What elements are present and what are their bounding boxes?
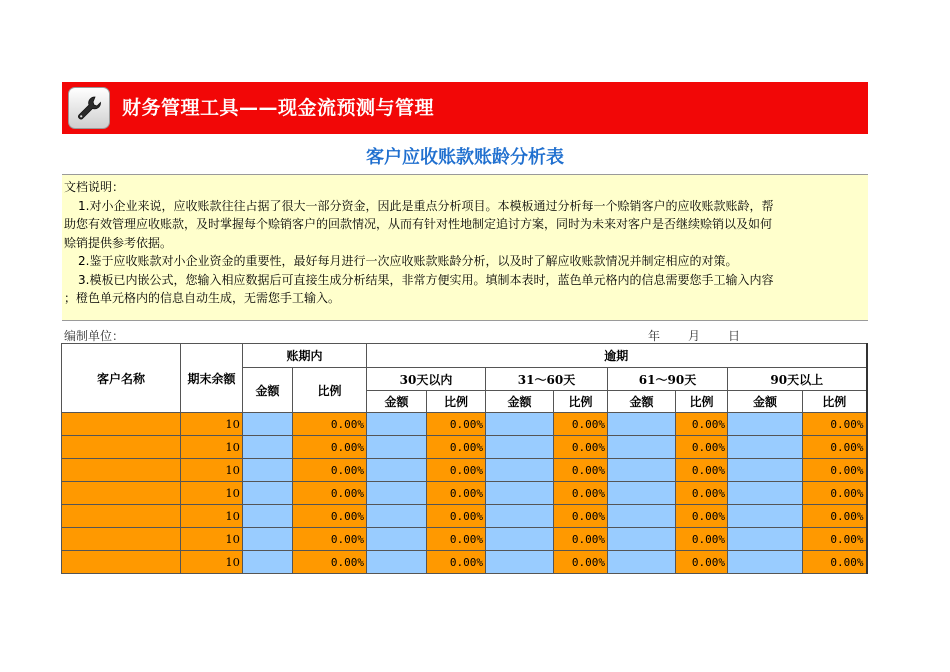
- amount-input-cell[interactable]: [367, 413, 427, 436]
- amount-input-cell[interactable]: [608, 459, 676, 482]
- ratio-cell: 0.00%: [293, 505, 367, 528]
- header-ratio: 比例: [676, 391, 728, 413]
- amount-input-cell[interactable]: [728, 482, 803, 505]
- ratio-cell: 0.00%: [427, 551, 486, 574]
- header-ratio: 比例: [293, 368, 367, 413]
- ratio-cell: 0.00%: [803, 551, 867, 574]
- header-amount: 金额: [486, 391, 554, 413]
- amount-input-cell[interactable]: [608, 505, 676, 528]
- header-customer-name: 客户名称: [62, 344, 181, 413]
- ratio-cell: 0.00%: [676, 528, 728, 551]
- ratio-cell: 0.00%: [803, 436, 867, 459]
- ratio-cell: 0.00%: [803, 459, 867, 482]
- amount-input-cell[interactable]: [367, 482, 427, 505]
- ratio-cell: 0.00%: [293, 436, 367, 459]
- header-bucket-61-90: 61～90天: [608, 368, 728, 391]
- ratio-cell: 0.00%: [554, 459, 608, 482]
- ratio-cell: 0.00%: [554, 551, 608, 574]
- header-within-term: 账期内: [243, 344, 367, 368]
- ratio-cell: 0.00%: [676, 551, 728, 574]
- ratio-cell: 0.00%: [293, 413, 367, 436]
- amount-input-cell[interactable]: [486, 413, 554, 436]
- ending-balance-cell: 10: [181, 459, 243, 482]
- ratio-cell: 0.00%: [554, 528, 608, 551]
- amount-input-cell[interactable]: [608, 528, 676, 551]
- amount-input-cell[interactable]: [486, 528, 554, 551]
- amount-input-cell[interactable]: [243, 436, 293, 459]
- header-overdue: 逾期: [367, 344, 867, 368]
- ratio-cell: 0.00%: [293, 551, 367, 574]
- ratio-cell: 0.00%: [676, 505, 728, 528]
- description-box: [62, 174, 868, 321]
- ratio-cell: 0.00%: [803, 413, 867, 436]
- amount-input-cell[interactable]: [367, 551, 427, 574]
- amount-input-cell[interactable]: [486, 459, 554, 482]
- amount-input-cell[interactable]: [367, 459, 427, 482]
- amount-input-cell[interactable]: [243, 459, 293, 482]
- customer-name-cell: [62, 436, 181, 459]
- amount-input-cell[interactable]: [728, 551, 803, 574]
- customer-name-cell: [62, 505, 181, 528]
- amount-input-cell[interactable]: [728, 459, 803, 482]
- header-amount: 金额: [243, 368, 293, 413]
- customer-name-cell: [62, 459, 181, 482]
- amount-input-cell[interactable]: [243, 505, 293, 528]
- amount-input-cell[interactable]: [243, 482, 293, 505]
- description-paragraph-2: 2.鉴于应收账款对小企业资金的重要性，最好每月进行一次应收账款账龄分析，以及时了解应收账款情况并制定相应的对策。: [78, 254, 738, 268]
- date-day-label: 日: [728, 329, 741, 343]
- amount-input-cell[interactable]: [243, 413, 293, 436]
- wrench-icon: [68, 87, 110, 129]
- ratio-cell: 0.00%: [427, 505, 486, 528]
- header-ratio: 比例: [803, 391, 867, 413]
- description-line: 助您有效管理应收账款，及时掌握每个赊销客户的回款情况，从而有针对性地制定追讨方案，同时为未来对客户是否继续赊销以及如何: [64, 217, 773, 231]
- table-row: [62, 482, 867, 505]
- ratio-cell: 0.00%: [676, 436, 728, 459]
- description-paragraph-1: [64, 197, 864, 216]
- ratio-cell: 0.00%: [427, 459, 486, 482]
- amount-input-cell[interactable]: [608, 413, 676, 436]
- amount-input-cell[interactable]: [486, 482, 554, 505]
- table-row: [62, 459, 867, 482]
- ratio-cell: 0.00%: [293, 459, 367, 482]
- header-bucket-90-plus: 90天以上: [728, 368, 867, 391]
- header-ratio: 比例: [554, 391, 608, 413]
- amount-input-cell[interactable]: [486, 551, 554, 574]
- header-bar: [62, 82, 868, 134]
- amount-input-cell[interactable]: [608, 551, 676, 574]
- ratio-cell: 0.00%: [293, 482, 367, 505]
- table-row: [62, 436, 867, 459]
- amount-input-cell[interactable]: [608, 436, 676, 459]
- amount-input-cell[interactable]: [486, 505, 554, 528]
- customer-name-cell: [62, 528, 181, 551]
- date-month-label: 月: [688, 329, 701, 343]
- unit-label: 编制单位：: [64, 329, 125, 343]
- table-row: [62, 413, 867, 436]
- ratio-cell: 0.00%: [554, 505, 608, 528]
- description-line: 1.对小企业来说，应收账款往往占据了很大一部分资金，因此是重点分析项目。本模板通过分析每一个赊销客户的应收账款账龄，帮: [78, 198, 774, 213]
- date-year-label: 年: [648, 329, 661, 343]
- amount-input-cell[interactable]: [486, 436, 554, 459]
- header-ending-balance: 期末余额: [181, 344, 243, 413]
- header-amount: 金额: [728, 391, 803, 413]
- ratio-cell: 0.00%: [427, 482, 486, 505]
- ratio-cell: 0.00%: [427, 413, 486, 436]
- table-row: [62, 528, 867, 551]
- description-paragraph-3: 3.模板已内嵌公式，您输入相应数据后可直接生成分析结果，非常方便实用。填制本表时，蓝色单元格内的信息需要您手工输入内容: [78, 272, 774, 287]
- amount-input-cell[interactable]: [367, 436, 427, 459]
- ratio-cell: 0.00%: [803, 482, 867, 505]
- amount-input-cell[interactable]: [728, 528, 803, 551]
- ending-balance-cell: 10: [181, 436, 243, 459]
- ending-balance-cell: 10: [181, 505, 243, 528]
- ratio-cell: 0.00%: [554, 413, 608, 436]
- customer-name-cell: [62, 482, 181, 505]
- amount-input-cell[interactable]: [608, 482, 676, 505]
- header-ratio: 比例: [427, 391, 486, 413]
- sheet-title: 客户应收账款账龄分析表: [366, 147, 564, 168]
- customer-name-cell: [62, 413, 181, 436]
- customer-name-cell: [62, 551, 181, 574]
- ratio-cell: 0.00%: [427, 528, 486, 551]
- header-title: 财务管理工具——现金流预测与管理: [122, 97, 435, 119]
- amount-input-cell[interactable]: [728, 505, 803, 528]
- table-body: [62, 413, 867, 574]
- ratio-cell: 0.00%: [803, 505, 867, 528]
- aging-table: [61, 343, 868, 574]
- ratio-cell: 0.00%: [676, 482, 728, 505]
- table-row: [62, 551, 867, 574]
- header-bucket-31-60: 31～60天: [486, 368, 608, 391]
- ratio-cell: 0.00%: [676, 459, 728, 482]
- description-heading: 文档说明：: [64, 180, 125, 194]
- ending-balance-cell: 10: [181, 528, 243, 551]
- amount-input-cell[interactable]: [367, 505, 427, 528]
- header-amount: 金额: [367, 391, 427, 413]
- amount-input-cell[interactable]: [728, 413, 803, 436]
- ending-balance-cell: 10: [181, 413, 243, 436]
- ending-balance-cell: 10: [181, 482, 243, 505]
- header-amount: 金额: [608, 391, 676, 413]
- description-line: 赊销提供参考依据。: [64, 235, 173, 250]
- ratio-cell: 0.00%: [803, 528, 867, 551]
- ratio-cell: 0.00%: [427, 436, 486, 459]
- ratio-cell: 0.00%: [676, 413, 728, 436]
- amount-input-cell[interactable]: [367, 528, 427, 551]
- ratio-cell: 0.00%: [293, 528, 367, 551]
- description-line: ；橙色单元格内的信息自动生成，无需您手工输入。: [64, 291, 341, 305]
- header-bucket-30: 30天以内: [367, 368, 486, 391]
- amount-input-cell[interactable]: [243, 528, 293, 551]
- amount-input-cell[interactable]: [243, 551, 293, 574]
- ending-balance-cell: 10: [181, 551, 243, 574]
- ratio-cell: 0.00%: [554, 482, 608, 505]
- ratio-cell: 0.00%: [554, 436, 608, 459]
- table-row: [62, 505, 867, 528]
- amount-input-cell[interactable]: [728, 436, 803, 459]
- unit-row: [62, 326, 868, 344]
